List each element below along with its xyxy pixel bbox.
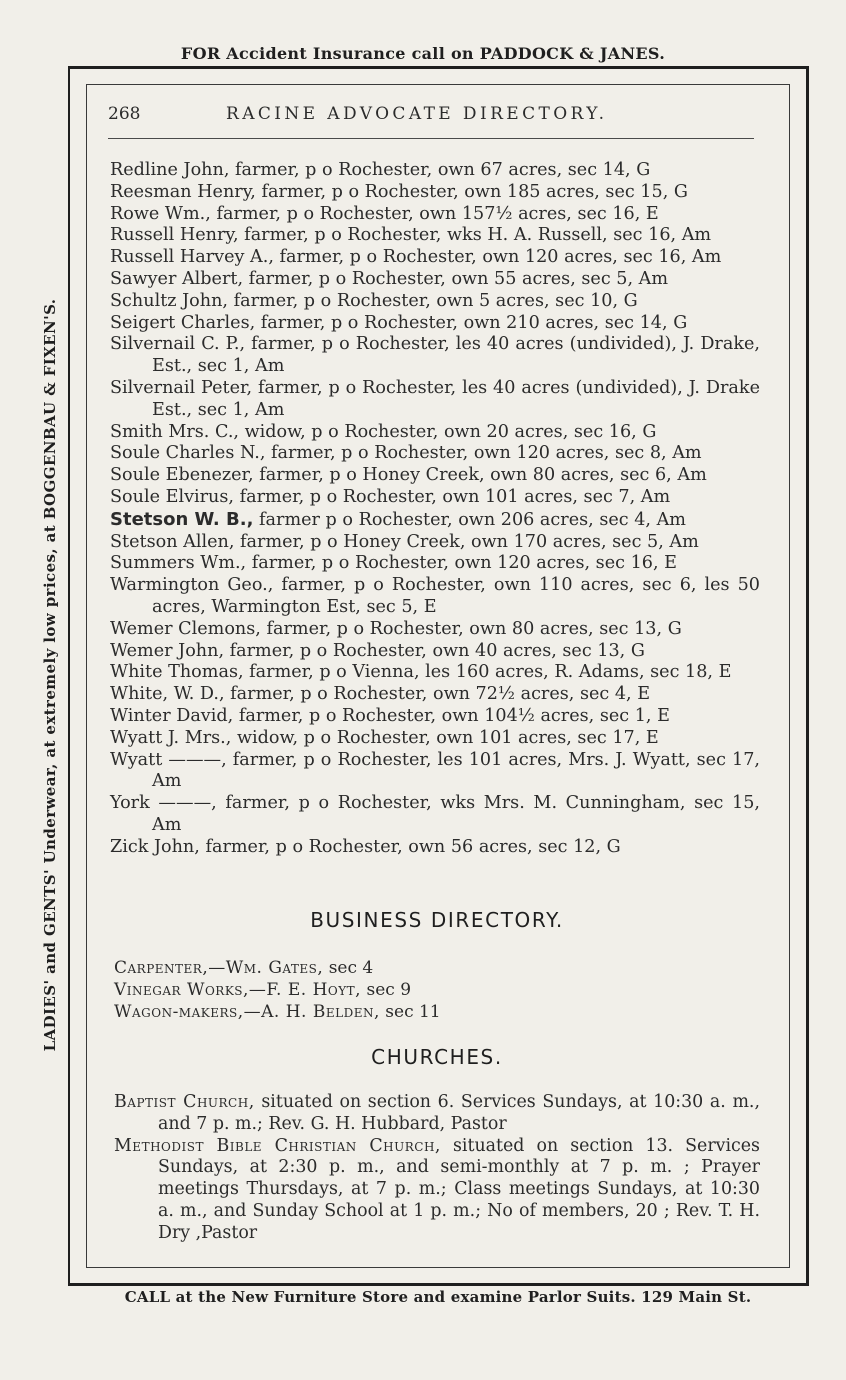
- entry-text: Stetson Allen, farmer, p o Honey Creek, own 170 acres, sec 5, Am: [110, 531, 699, 552]
- directory-entry: [110, 465, 760, 487]
- directory-entry: [110, 837, 760, 859]
- churches-listing: [114, 1092, 760, 1245]
- directory-entry: [110, 378, 760, 422]
- entry-text: Wyatt ———, farmer, p o Rochester, les 101 acres, Mrs. J. Wyatt, sec 17, Am: [110, 749, 760, 792]
- business-trade: Vinegar Works,—F. E. Hoyt,: [114, 979, 362, 1000]
- business-detail: sec 11: [379, 1001, 441, 1022]
- header-rule: [108, 138, 754, 139]
- church-entry: [114, 1136, 760, 1245]
- business-listing: [114, 958, 764, 1023]
- business-trade: Carpenter,—Wm. Gates,: [114, 958, 324, 978]
- entry-text: York ———, farmer, p o Rochester, wks Mrs. M. Cunningham, sec 15, Am: [110, 793, 760, 835]
- directory-entry: [110, 619, 760, 641]
- entry-text: Wemer Clemons, farmer, p o Rochester, own 80 acres, sec 13, G: [110, 618, 682, 639]
- entry-text: Rowe Wm., farmer, p o Rochester, own 157½ acres, sec 16, E: [110, 203, 659, 224]
- directory-entry: [110, 532, 760, 554]
- entry-text: Soule Charles N., farmer, p o Rochester, own 120 acres, sec 8, Am: [110, 443, 702, 464]
- directory-entry: [110, 313, 760, 335]
- entry-text: Winter David, farmer, p o Rochester, own 104½ acres, sec 1, E: [110, 705, 670, 726]
- directory-entry: [110, 334, 760, 378]
- directory-entry: [110, 662, 760, 684]
- church-text: situated on section 6. Services Sundays, at 10:30 a. m., and 7 p. m.; Rev. G. H. Hubbard, Pastor: [158, 1092, 760, 1134]
- side-advertisement-text: LADIES' and GENTS' Underwear, at extremely low prices, at BOGGENBAU & FIXEN'S.: [41, 298, 59, 1052]
- directory-entry: [110, 553, 760, 575]
- directory-entry: [110, 204, 760, 226]
- entry-text: White Thomas, farmer, p o Vienna, les 160 acres, R. Adams, sec 18, E: [110, 662, 732, 683]
- directory-entry: [110, 182, 760, 204]
- entry-text: Russell Harvey A., farmer, p o Rochester, own 120 acres, sec 16, Am: [110, 247, 722, 268]
- business-entry: [114, 980, 764, 1002]
- entry-text: Russell Henry, farmer, p o Rochester, wks H. A. Russell, sec 16, Am: [110, 225, 712, 246]
- entry-text: Seigert Charles, farmer, p o Rochester, own 210 acres, sec 14, G: [110, 312, 688, 333]
- directory-entry: [110, 575, 760, 619]
- entry-text: farmer p o Rochester, own 206 acres, sec 4, Am: [253, 509, 686, 530]
- churches-title: CHURCHES.: [371, 1045, 503, 1069]
- entry-text: Silvernail C. P., farmer, p o Rochester, les 40 acres (undivided), J. Drake, Est., sec 1, Am: [110, 334, 760, 377]
- directory-entry: [110, 269, 760, 291]
- directory-entry: [110, 225, 760, 247]
- church-text: situated on section 13. Services Sundays, at 2:30 p. m., and semi-monthly at 7 p. m. ; Prayer meetings Thursdays, at 7 p. m.; Class meetings Sundays, at 10:30 a. m., and Sunday School at 1 p. m.; No of members, 20 ; Rev. T. H. Dry ,Pastor: [158, 1135, 760, 1243]
- top-advertisement: FOR Accident Insurance call on PADDOCK & JANES.: [180, 44, 666, 63]
- business-trade: Wagon-makers,—A. H. Belden,: [114, 1001, 380, 1022]
- directory-entry: [110, 728, 760, 750]
- resident-listing: [110, 160, 760, 859]
- page-title: RACINE ADVOCATE DIRECTORY.: [226, 104, 608, 124]
- entry-text: Silvernail Peter, farmer, p o Rochester, les 40 acres (undivided), J. Drake Est., sec 1, Am: [110, 377, 760, 420]
- church-name: Baptist Church,: [114, 1092, 255, 1112]
- directory-entry: [110, 487, 760, 509]
- directory-entry: [110, 291, 760, 313]
- entry-text: Soule Ebenezer, farmer, p o Honey Creek, own 80 acres, sec 6, Am: [110, 465, 707, 486]
- church-entry: [114, 1092, 760, 1136]
- directory-entry: [110, 422, 760, 444]
- page-number: 268: [108, 104, 141, 124]
- directory-entry: [110, 793, 760, 837]
- business-entry: [114, 958, 764, 980]
- directory-entry: [110, 684, 760, 706]
- business-entry: [114, 1002, 764, 1024]
- entry-text: Wyatt J. Mrs., widow, p o Rochester, own 101 acres, sec 17, E: [110, 727, 659, 748]
- entry-text: Wemer John, farmer, p o Rochester, own 40 acres, sec 13, G: [110, 640, 645, 661]
- directory-entry: [110, 750, 760, 794]
- directory-entry: [110, 160, 760, 182]
- running-head: [108, 104, 768, 128]
- business-detail: sec 9: [361, 979, 412, 1000]
- entry-text: Soule Elvirus, farmer, p o Rochester, own 101 acres, sec 7, Am: [110, 486, 671, 507]
- entry-text: Smith Mrs. C., widow, p o Rochester, own 20 acres, sec 16, G: [110, 421, 657, 442]
- entry-text: Warmington Geo., farmer, p o Rochester, own 110 acres, sec 6, les 50 acres, Warmington Est, sec 5, E: [110, 575, 760, 617]
- church-name: Methodist Bible Christian Church,: [114, 1135, 441, 1156]
- directory-entry: [110, 247, 760, 269]
- entry-text: Redline John, farmer, p o Rochester, own 67 acres, sec 14, G: [110, 160, 651, 180]
- business-directory-title: BUSINESS DIRECTORY.: [310, 908, 564, 932]
- directory-entry: [110, 443, 760, 465]
- entry-text: Sawyer Albert, farmer, p o Rochester, own 55 acres, sec 5, Am: [110, 268, 669, 289]
- bottom-advertisement: CALL at the New Furniture Store and examine Parlor Suits. 129 Main St.: [124, 1288, 752, 1306]
- entry-text: White, W. D., farmer, p o Rochester, own 72½ acres, sec 4, E: [110, 684, 651, 705]
- directory-entry: [110, 641, 760, 663]
- business-detail: sec 4: [323, 958, 374, 978]
- entry-text: Summers Wm., farmer, p o Rochester, own 120 acres, sec 16, E: [110, 553, 677, 574]
- directory-entry: [110, 706, 760, 728]
- entry-text: Schultz John, farmer, p o Rochester, own 5 acres, sec 10, G: [110, 290, 638, 311]
- entry-text: Zick John, farmer, p o Rochester, own 56 acres, sec 12, G: [110, 836, 621, 857]
- entry-text: Reesman Henry, farmer, p o Rochester, own 185 acres, sec 15, G: [110, 181, 688, 202]
- directory-entry: [110, 509, 760, 532]
- entry-name: Stetson W. B.,: [110, 508, 254, 530]
